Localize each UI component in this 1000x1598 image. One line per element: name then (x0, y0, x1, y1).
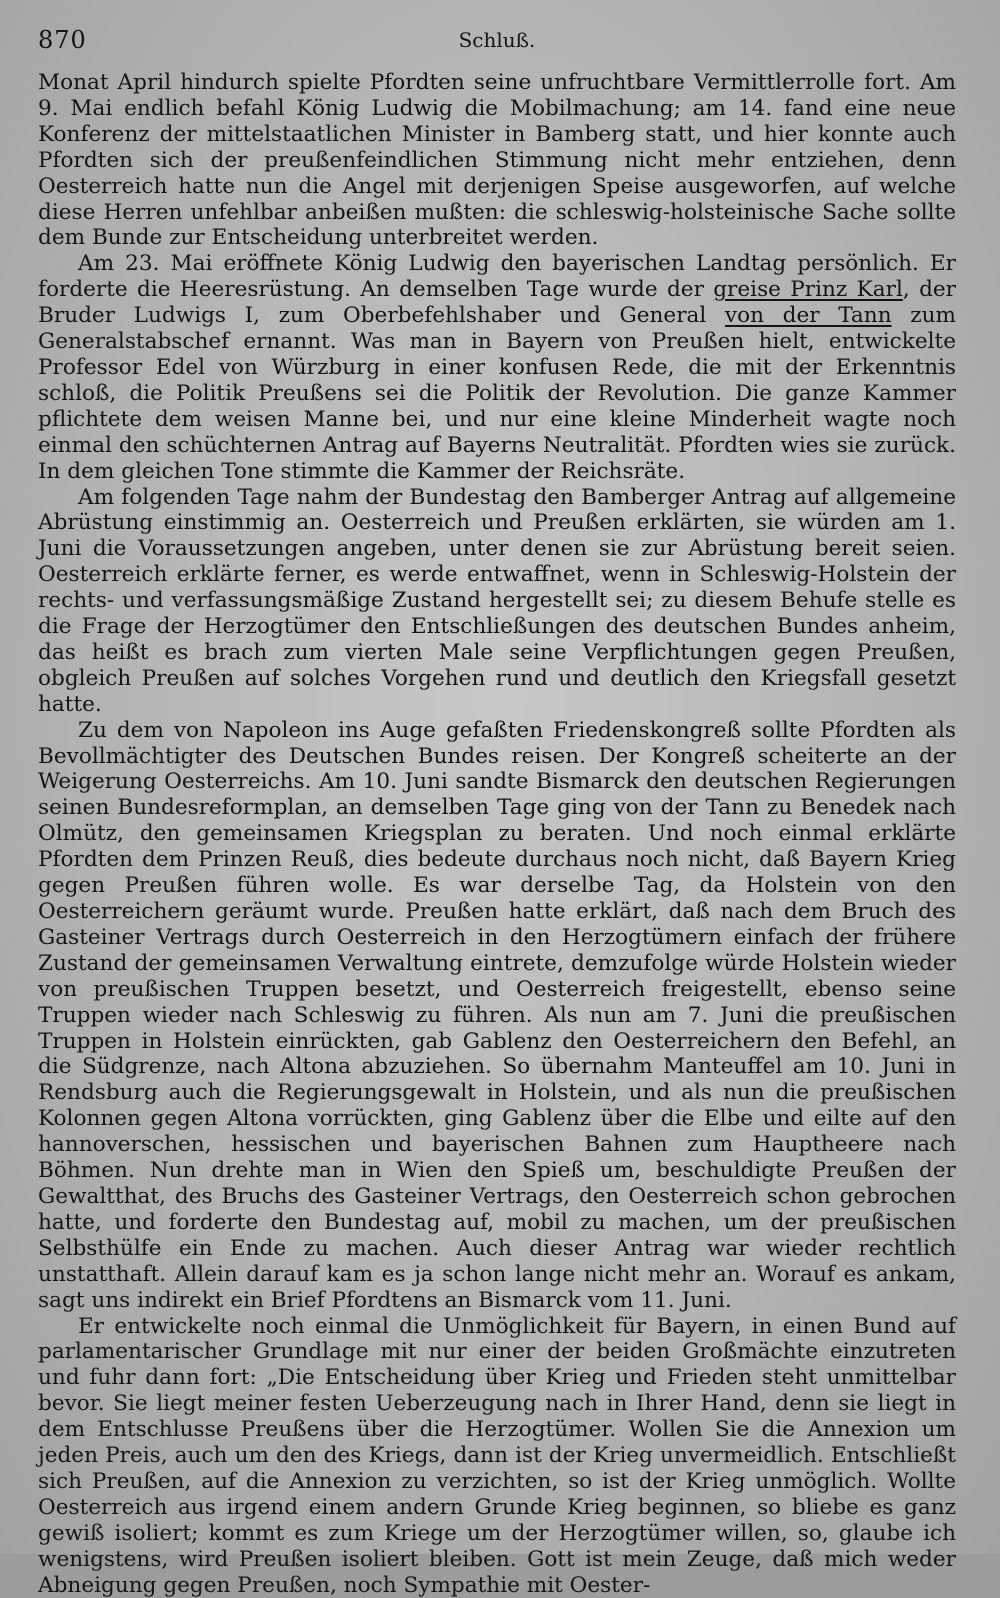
paragraph-1: Monat April hindurch spielte Pfordten seine unfruchtbare Vermittlerrolle fort. Am 9. Mai endlich befahl König Ludwig die Mobilmachung; am 14. fand eine neue Konferenz der mittelstaatlichen Minister in Bamberg statt, und hier konnte auch Pfordten sich der preußenfeindlichen Stimmung nicht mehr entziehen, denn Oesterreich hatte nun die Angel mit derjenigen Speise ausgeworfen, auf welche diese Herren unfehlbar anbeißen mußten: die schleswig-holsteinische Sache sollte dem Bunde zur Entscheidung unterbreitet werden. (38, 70, 956, 251)
underlined-name-von-der-tann: von der Tann (725, 303, 892, 328)
paragraph-2-part-2: , der Bruder Ludwigs I, zum Oberbefehlshaber und General (38, 277, 956, 328)
underlined-name-prinz-karl: greise Prinz Karl (713, 277, 903, 302)
paragraph-2-part-3: zum Generalstabschef ernannt. Was man in Bayern von Preußen hielt, entwickelte Professor Edel von Würzburg in einer konfusen Rede, die mit der Erkenntnis schloß, die Politik Preußens sei die Politik der Revolution. Die ganze Kammer pflichtete dem weisen Manne bei, und nur eine kleine Minderheit wagte noch einmal den schüchternen Antrag auf Bayerns Neutralität. Pfordten wies sie zurück. In dem gleichen Tone stimmte die Kammer der Reichsräte. (38, 303, 956, 483)
body-text (38, 70, 956, 1598)
paragraph-5: Er entwickelte noch einmal die Unmöglichkeit für Bayern, in einen Bund auf parlamentarischer Grundlage mit nur einer der beiden Großmächte einzutreten und fuhr dann fort: „Die Entscheidung über Krieg und Frieden steht unmittelbar bevor. Sie liegt meiner festen Ueberzeugung nach in Ihrer Hand, denn sie liegt in dem Entschlusse Preußens über die Herzogtümer. Wollen Sie die Annexion um jeden Preis, auch um den des Kriegs, dann ist der Krieg unvermeidlich. Entschließt sich Preußen, auf die Annexion zu verzichten, so ist der Krieg unmöglich. Wollte Oesterreich aus irgend einem andern Grunde Krieg beginnen, so bliebe es ganz gewiß isoliert; kommt es zum Kriege um der Herzogtümer willen, so, glaube ich wenigstens, wird Preußen isoliert bleiben. Gott ist mein Zeuge, daß mich weder Abneigung gegen Preußen, noch Sympathie mit Oester- (38, 1314, 956, 1598)
paragraph-4: Zu dem von Napoleon ins Auge gefaßten Friedenskongreß sollte Pfordten als Bevollmächtigter des Deutschen Bundes reisen. Der Kongreß scheiterte an der Weigerung Oesterreichs. Am 10. Juni sandte Bismarck den deutschen Regierungen seinen Bundesreformplan, an demselben Tage ging von der Tann zu Benedek nach Olmütz, den gemeinsamen Kriegsplan zu beraten. Und noch einmal erklärte Pfordten dem Prinzen Reuß, dies bedeute durchaus noch nicht, daß Bayern Krieg gegen Preußen führen wolle. Es war derselbe Tag, da Holstein von den Oesterreichern geräumt wurde. Preußen hatte erklärt, daß nach dem Bruch des Gasteiner Vertrags durch Oesterreich in den Herzogtümern einfach der frühere Zustand der gemeinsamen Verwaltung eintrete, demzufolge würde Holstein wieder von preußischen Truppen besetzt, und Oesterreich freigestellt, ebenso seine Truppen wieder nach Schleswig zu führen. Als nun am 7. Juni die preußischen Truppen in Holstein einrückten, gab Gablenz den Oesterreichern den Befehl, an die Südgrenze, nach Altona abzuziehen. So übernahm Manteuffel am 10. Juni in Rendsburg auch die Regierungsgewalt in Holstein, und als nun die preußischen Kolonnen gegen Altona vorrückten, ging Gablenz über die Elbe und eilte auf den hannoverschen, hessischen und bayerischen Bahnen zum Hauptheere nach Böhmen. Nun drehte man in Wien den Spieß um, beschuldigte Preußen der Gewaltthat, des Bruchs des Gasteiner Vertrags, den Oesterreich schon gebrochen hatte, und forderte den Bundestag auf, mobil zu machen, um der preußischen Selbsthülfe ein Ende zu machen. Auch dieser Antrag war wieder rechtlich unstatthaft. Allein darauf kam es ja schon lange nicht mehr an. Worauf es ankam, sagt uns indirekt ein Brief Pfordtens an Bismarck vom 11. Juni. (38, 718, 956, 1314)
running-head (38, 22, 956, 70)
paragraph-2-part-1: Am 23. Mai eröffnete König Ludwig den bayerischen Landtag persönlich. Er forderte die Heeresrüstung. An demselben Tage wurde der (38, 251, 956, 302)
running-title: Schluß. (38, 28, 956, 52)
page-number: 870 (38, 26, 87, 54)
paragraph-3: Am folgenden Tage nahm der Bundestag den Bamberger Antrag auf allgemeine Abrüstung einstimmig an. Oesterreich und Preußen erklärten, sie würden am 1. Juni die Voraussetzungen angeben, unter denen sie zur Abrüstung bereit seien. Oesterreich erklärte ferner, es werde entwaffnet, wenn in Schleswig-Holstein der rechts- und verfassungsmäßige Zustand hergestellt sei; zu diesem Behufe stelle es die Frage der Herzogtümer den Entschließungen des deutschen Bundes anheim, das heißt es brach zum vierten Male seine Verpflichtungen gegen Preußen, obgleich Preußen auf solches Vorgehen rund und deutlich den Kriegsfall gesetzt hatte. (38, 485, 956, 718)
paragraph-2 (38, 251, 956, 484)
